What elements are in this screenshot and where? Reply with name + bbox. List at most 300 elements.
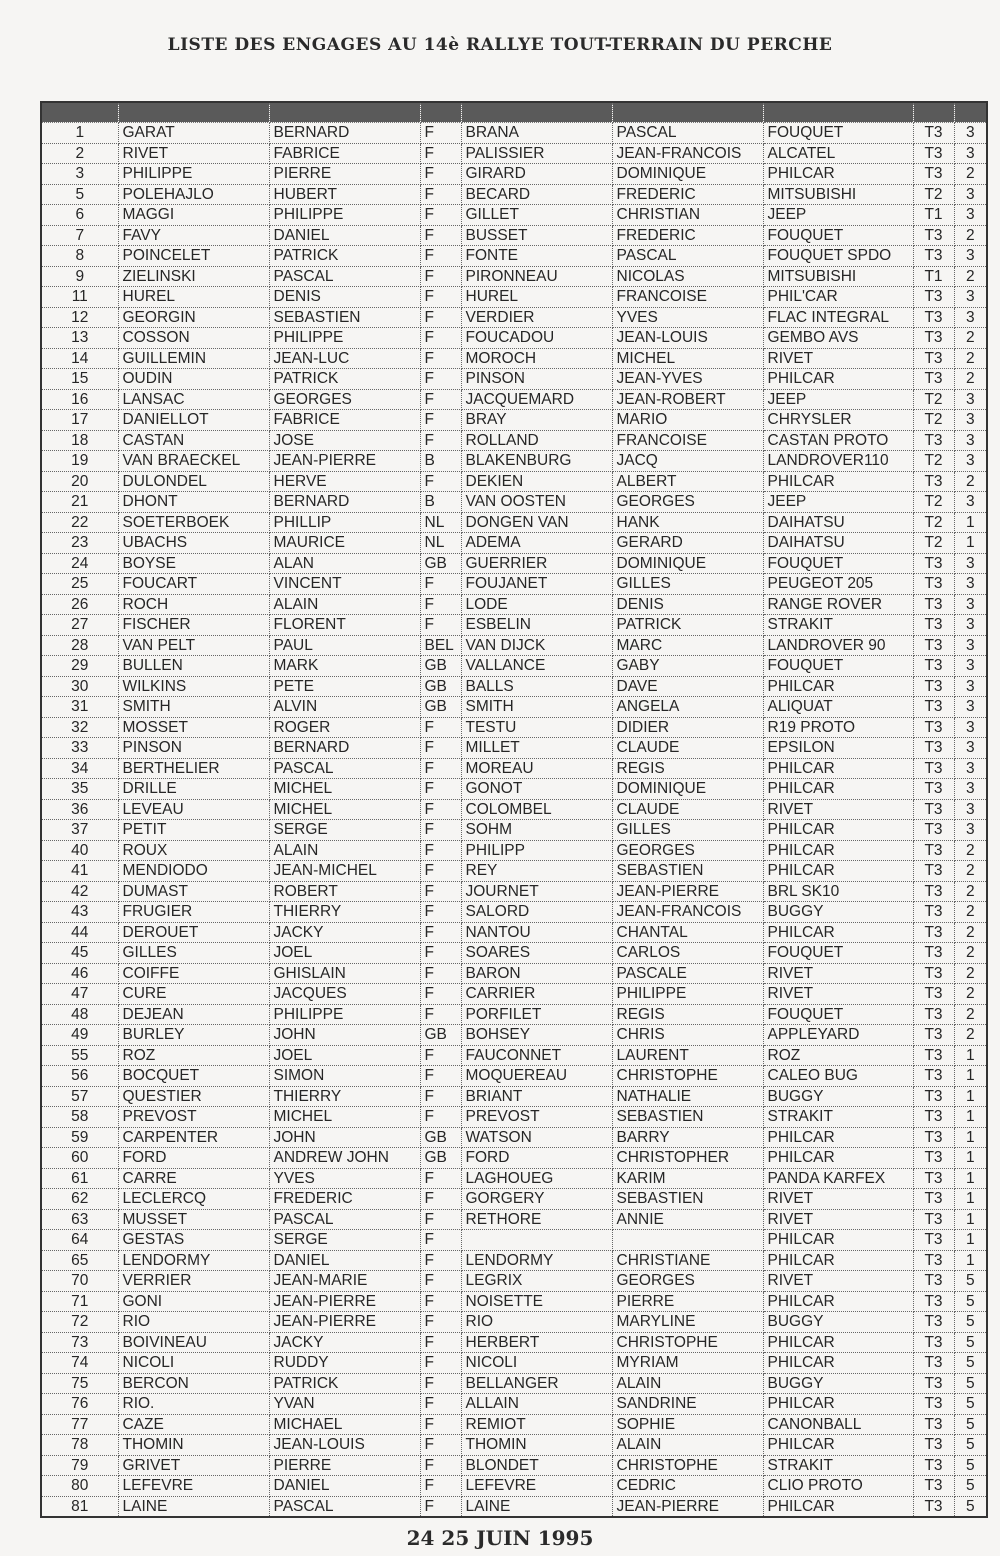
entry-number-cell: 18 xyxy=(41,430,118,451)
codriver-first-name-cell: CHRISTOPHE xyxy=(612,1332,763,1353)
class-cell: T3 xyxy=(913,758,954,779)
driver-first-name-cell: PATRICK xyxy=(269,369,420,390)
codriver-last-name-cell: BLONDET xyxy=(461,1455,612,1476)
driver-last-name-cell: GUILLEMIN xyxy=(118,348,269,369)
vehicle-cell: PHILCAR xyxy=(763,676,913,697)
vehicle-cell: PHILCAR xyxy=(763,1332,913,1353)
entry-number-cell: 58 xyxy=(41,1107,118,1128)
class-cell: T3 xyxy=(913,799,954,820)
vehicle-cell: RIVET xyxy=(763,799,913,820)
group-cell: 2 xyxy=(954,840,987,861)
group-cell: 5 xyxy=(954,1312,987,1333)
driver-last-name-cell: BERCON xyxy=(118,1373,269,1394)
table-row xyxy=(41,1394,987,1415)
vehicle-cell: FOUQUET xyxy=(763,553,913,574)
table-row xyxy=(41,451,987,472)
entry-number-cell: 64 xyxy=(41,1230,118,1251)
group-cell: 5 xyxy=(954,1496,987,1517)
table-row xyxy=(41,430,987,451)
class-cell: T3 xyxy=(913,656,954,677)
driver-first-name-cell: YVAN xyxy=(269,1394,420,1415)
driver-last-name-cell: GILLES xyxy=(118,943,269,964)
nationality-cell: GB xyxy=(420,553,461,574)
driver-last-name-cell: MAGGI xyxy=(118,205,269,226)
driver-last-name-cell: ZIELINSKI xyxy=(118,266,269,287)
nationality-cell: F xyxy=(420,1353,461,1374)
class-cell: T3 xyxy=(913,1189,954,1210)
group-cell: 3 xyxy=(954,799,987,820)
nationality-cell: F xyxy=(420,328,461,349)
driver-first-name-cell: JOHN xyxy=(269,1127,420,1148)
codriver-last-name-cell: LODE xyxy=(461,594,612,615)
driver-last-name-cell: NICOLI xyxy=(118,1353,269,1374)
entry-number-cell: 42 xyxy=(41,881,118,902)
class-cell: T3 xyxy=(913,840,954,861)
group-cell: 3 xyxy=(954,287,987,308)
codriver-last-name-cell: PORFILET xyxy=(461,1004,612,1025)
nationality-cell: F xyxy=(420,902,461,923)
group-cell: 2 xyxy=(954,984,987,1005)
vehicle-cell: FOUQUET SPDO xyxy=(763,246,913,267)
codriver-last-name-cell: RETHORE xyxy=(461,1209,612,1230)
entry-number-cell: 65 xyxy=(41,1250,118,1271)
driver-last-name-cell: BERTHELIER xyxy=(118,758,269,779)
class-cell: T3 xyxy=(913,779,954,800)
entry-number-cell: 43 xyxy=(41,902,118,923)
vehicle-cell: BUGGY xyxy=(763,902,913,923)
codriver-first-name-cell: DIDIER xyxy=(612,717,763,738)
entry-number-cell: 75 xyxy=(41,1373,118,1394)
driver-first-name-cell: SEBASTIEN xyxy=(269,307,420,328)
nationality-cell: F xyxy=(420,574,461,595)
vehicle-cell: PHILCAR xyxy=(763,1127,913,1148)
group-cell: 3 xyxy=(954,307,987,328)
nationality-cell: F xyxy=(420,1476,461,1497)
entry-number-cell: 41 xyxy=(41,861,118,882)
class-cell: T3 xyxy=(913,922,954,943)
table-row xyxy=(41,1189,987,1210)
table-row xyxy=(41,1004,987,1025)
nationality-cell: F xyxy=(420,758,461,779)
vehicle-cell: RANGE ROVER xyxy=(763,594,913,615)
codriver-first-name-cell: PHILIPPE xyxy=(612,984,763,1005)
group-cell: 2 xyxy=(954,1025,987,1046)
codriver-last-name-cell: HERBERT xyxy=(461,1332,612,1353)
driver-first-name-cell: JOEL xyxy=(269,1045,420,1066)
driver-first-name-cell: DANIEL xyxy=(269,225,420,246)
driver-last-name-cell: CAZE xyxy=(118,1414,269,1435)
entry-number-cell: 30 xyxy=(41,676,118,697)
nationality-cell: F xyxy=(420,738,461,759)
codriver-last-name-cell: PINSON xyxy=(461,369,612,390)
class-cell: T3 xyxy=(913,717,954,738)
nationality-cell: F xyxy=(420,820,461,841)
class-cell: T3 xyxy=(913,1025,954,1046)
event-date: 24 25 JUIN 1995 xyxy=(406,1526,594,1550)
driver-last-name-cell: FISCHER xyxy=(118,615,269,636)
entry-number-cell: 57 xyxy=(41,1086,118,1107)
class-cell: T3 xyxy=(913,164,954,185)
codriver-first-name-cell: ALAIN xyxy=(612,1435,763,1456)
codriver-first-name-cell: ANGELA xyxy=(612,697,763,718)
driver-first-name-cell: ALAN xyxy=(269,553,420,574)
class-cell: T3 xyxy=(913,287,954,308)
driver-last-name-cell: LEVEAU xyxy=(118,799,269,820)
codriver-first-name-cell: KARIM xyxy=(612,1168,763,1189)
nationality-cell: F xyxy=(420,1455,461,1476)
vehicle-cell: PHILCAR xyxy=(763,758,913,779)
entry-number-cell: 79 xyxy=(41,1455,118,1476)
entry-number-cell: 56 xyxy=(41,1066,118,1087)
codriver-last-name-cell: PIRONNEAU xyxy=(461,266,612,287)
driver-last-name-cell: POINCELET xyxy=(118,246,269,267)
nationality-cell: F xyxy=(420,1312,461,1333)
class-cell: T3 xyxy=(913,676,954,697)
driver-last-name-cell: LAINE xyxy=(118,1496,269,1517)
driver-last-name-cell: DRILLE xyxy=(118,779,269,800)
vehicle-cell: JEEP xyxy=(763,389,913,410)
codriver-last-name-cell: LEFEVRE xyxy=(461,1476,612,1497)
codriver-last-name-cell: NICOLI xyxy=(461,1353,612,1374)
group-cell: 2 xyxy=(954,963,987,984)
entry-number-cell: 59 xyxy=(41,1127,118,1148)
driver-last-name-cell: FORD xyxy=(118,1148,269,1169)
codriver-last-name-cell: NANTOU xyxy=(461,922,612,943)
driver-first-name-cell: JOHN xyxy=(269,1025,420,1046)
entry-number-cell: 32 xyxy=(41,717,118,738)
codriver-first-name-cell: PASCAL xyxy=(612,246,763,267)
codriver-first-name-cell: JEAN-YVES xyxy=(612,369,763,390)
vehicle-cell: PHILCAR xyxy=(763,820,913,841)
driver-first-name-cell: FABRICE xyxy=(269,410,420,431)
table-row xyxy=(41,676,987,697)
driver-first-name-cell: BERNARD xyxy=(269,738,420,759)
nationality-cell: F xyxy=(420,184,461,205)
driver-last-name-cell: COIFFE xyxy=(118,963,269,984)
table-row xyxy=(41,307,987,328)
class-cell: T2 xyxy=(913,389,954,410)
codriver-first-name-cell: GEORGES xyxy=(612,840,763,861)
vehicle-cell: STRAKIT xyxy=(763,1107,913,1128)
driver-last-name-cell: FRUGIER xyxy=(118,902,269,923)
table-row xyxy=(41,1312,987,1333)
driver-first-name-cell: GEORGES xyxy=(269,389,420,410)
nationality-cell: NL xyxy=(420,512,461,533)
codriver-last-name-cell: FORD xyxy=(461,1148,612,1169)
table-row xyxy=(41,902,987,923)
driver-first-name-cell: FREDERIC xyxy=(269,1189,420,1210)
class-cell: T2 xyxy=(913,184,954,205)
entry-number-cell: 34 xyxy=(41,758,118,779)
entry-number-cell: 13 xyxy=(41,328,118,349)
class-cell: T3 xyxy=(913,1168,954,1189)
nationality-cell: F xyxy=(420,881,461,902)
table-row xyxy=(41,1148,987,1169)
driver-first-name-cell: JACKY xyxy=(269,922,420,943)
table-row xyxy=(41,1107,987,1128)
table-row xyxy=(41,943,987,964)
vehicle-cell: CALEO BUG xyxy=(763,1066,913,1087)
group-cell: 3 xyxy=(954,492,987,513)
vehicle-cell: PHILCAR xyxy=(763,1435,913,1456)
codriver-first-name-cell: PIERRE xyxy=(612,1291,763,1312)
table-row xyxy=(41,758,987,779)
driver-first-name-cell: PHILLIP xyxy=(269,512,420,533)
driver-first-name-cell: JACKY xyxy=(269,1332,420,1353)
class-cell: T3 xyxy=(913,1455,954,1476)
codriver-first-name-cell: PASCAL xyxy=(612,123,763,144)
nationality-cell: F xyxy=(420,430,461,451)
entry-number-cell: 7 xyxy=(41,225,118,246)
entry-number-cell: 28 xyxy=(41,635,118,656)
driver-last-name-cell: DULONDEL xyxy=(118,471,269,492)
codriver-last-name-cell: VERDIER xyxy=(461,307,612,328)
codriver-first-name-cell: JEAN-FRANCOIS xyxy=(612,143,763,164)
codriver-first-name-cell xyxy=(612,1230,763,1251)
nationality-cell: F xyxy=(420,389,461,410)
vehicle-cell: PHILCAR xyxy=(763,471,913,492)
codriver-first-name-cell: JACQ xyxy=(612,451,763,472)
class-cell: T3 xyxy=(913,1209,954,1230)
entry-number-cell: 61 xyxy=(41,1168,118,1189)
codriver-first-name-cell: CLAUDE xyxy=(612,799,763,820)
class-cell: T3 xyxy=(913,1107,954,1128)
codriver-last-name-cell: SOARES xyxy=(461,943,612,964)
codriver-last-name-cell: FOUJANET xyxy=(461,574,612,595)
codriver-first-name-cell: HANK xyxy=(612,512,763,533)
class-cell: T3 xyxy=(913,430,954,451)
nationality-cell: F xyxy=(420,369,461,390)
driver-first-name-cell: VINCENT xyxy=(269,574,420,595)
entry-number-cell: 71 xyxy=(41,1291,118,1312)
table-row xyxy=(41,840,987,861)
header-cell xyxy=(269,102,420,123)
driver-last-name-cell: MENDIODO xyxy=(118,861,269,882)
entry-number-cell: 22 xyxy=(41,512,118,533)
codriver-last-name-cell: COLOMBEL xyxy=(461,799,612,820)
class-cell: T2 xyxy=(913,451,954,472)
driver-first-name-cell: MICHEL xyxy=(269,799,420,820)
driver-last-name-cell: ROUX xyxy=(118,840,269,861)
entry-number-cell: 31 xyxy=(41,697,118,718)
codriver-first-name-cell: PASCALE xyxy=(612,963,763,984)
codriver-first-name-cell: DAVE xyxy=(612,676,763,697)
vehicle-cell: PHILCAR xyxy=(763,1148,913,1169)
class-cell: T3 xyxy=(913,1496,954,1517)
class-cell: T2 xyxy=(913,410,954,431)
entry-number-cell: 60 xyxy=(41,1148,118,1169)
codriver-last-name-cell: GORGERY xyxy=(461,1189,612,1210)
nationality-cell: F xyxy=(420,1394,461,1415)
table-row xyxy=(41,143,987,164)
codriver-first-name-cell: FREDERIC xyxy=(612,225,763,246)
entry-number-cell: 3 xyxy=(41,164,118,185)
group-cell: 5 xyxy=(954,1332,987,1353)
nationality-cell: NL xyxy=(420,533,461,554)
driver-first-name-cell: JOEL xyxy=(269,943,420,964)
group-cell: 3 xyxy=(954,553,987,574)
entry-number-cell: 35 xyxy=(41,779,118,800)
driver-first-name-cell: JEAN-MICHEL xyxy=(269,861,420,882)
driver-last-name-cell: VERRIER xyxy=(118,1271,269,1292)
group-cell: 1 xyxy=(954,1148,987,1169)
codriver-last-name-cell: HUREL xyxy=(461,287,612,308)
vehicle-cell: RIVET xyxy=(763,963,913,984)
entry-number-cell: 25 xyxy=(41,574,118,595)
codriver-first-name-cell: MICHEL xyxy=(612,348,763,369)
table-row xyxy=(41,1271,987,1292)
header-cell xyxy=(913,102,954,123)
codriver-first-name-cell: NICOLAS xyxy=(612,266,763,287)
nationality-cell: F xyxy=(420,307,461,328)
codriver-first-name-cell: CLAUDE xyxy=(612,738,763,759)
vehicle-cell: CHRYSLER xyxy=(763,410,913,431)
nationality-cell: F xyxy=(420,799,461,820)
table-row xyxy=(41,471,987,492)
vehicle-cell: MITSUBISHI xyxy=(763,266,913,287)
class-cell: T3 xyxy=(913,1045,954,1066)
driver-first-name-cell: RUDDY xyxy=(269,1353,420,1374)
header-cell xyxy=(954,102,987,123)
table-row xyxy=(41,1353,987,1374)
entry-number-cell: 62 xyxy=(41,1189,118,1210)
driver-first-name-cell: MAURICE xyxy=(269,533,420,554)
driver-first-name-cell: JEAN-PIERRE xyxy=(269,1312,420,1333)
driver-last-name-cell: CARRE xyxy=(118,1168,269,1189)
codriver-last-name-cell: DONGEN VAN xyxy=(461,512,612,533)
codriver-last-name-cell: BRANA xyxy=(461,123,612,144)
class-cell: T3 xyxy=(913,697,954,718)
group-cell: 5 xyxy=(954,1353,987,1374)
entry-number-cell: 26 xyxy=(41,594,118,615)
codriver-first-name-cell: DOMINIQUE xyxy=(612,164,763,185)
entry-number-cell: 17 xyxy=(41,410,118,431)
codriver-last-name-cell: VAN DIJCK xyxy=(461,635,612,656)
nationality-cell: F xyxy=(420,1209,461,1230)
codriver-first-name-cell: FREDERIC xyxy=(612,184,763,205)
table-row xyxy=(41,1476,987,1497)
table-body xyxy=(41,123,987,1518)
group-cell: 2 xyxy=(954,861,987,882)
entry-number-cell: 47 xyxy=(41,984,118,1005)
driver-first-name-cell: ROBERT xyxy=(269,881,420,902)
codriver-first-name-cell: JEAN-FRANCOIS xyxy=(612,902,763,923)
driver-first-name-cell: PIERRE xyxy=(269,1455,420,1476)
entries-table xyxy=(40,101,988,1518)
nationality-cell: F xyxy=(420,1250,461,1271)
group-cell: 1 xyxy=(954,533,987,554)
table-row xyxy=(41,717,987,738)
codriver-first-name-cell: ALBERT xyxy=(612,471,763,492)
driver-last-name-cell: HUREL xyxy=(118,287,269,308)
header-cell xyxy=(461,102,612,123)
class-cell: T3 xyxy=(913,1476,954,1497)
driver-first-name-cell: PAUL xyxy=(269,635,420,656)
driver-last-name-cell: PINSON xyxy=(118,738,269,759)
codriver-first-name-cell: GABY xyxy=(612,656,763,677)
group-cell: 1 xyxy=(954,1066,987,1087)
entry-number-cell: 49 xyxy=(41,1025,118,1046)
codriver-first-name-cell: DENIS xyxy=(612,594,763,615)
driver-first-name-cell: PIERRE xyxy=(269,164,420,185)
driver-last-name-cell: ROZ xyxy=(118,1045,269,1066)
codriver-first-name-cell: LAURENT xyxy=(612,1045,763,1066)
vehicle-cell: PHILCAR xyxy=(763,922,913,943)
vehicle-cell: ROZ xyxy=(763,1045,913,1066)
entry-number-cell: 55 xyxy=(41,1045,118,1066)
codriver-first-name-cell: SEBASTIEN xyxy=(612,861,763,882)
codriver-first-name-cell: JEAN-LOUIS xyxy=(612,328,763,349)
table-row xyxy=(41,266,987,287)
codriver-last-name-cell: BOHSEY xyxy=(461,1025,612,1046)
codriver-first-name-cell: CHRISTOPHE xyxy=(612,1455,763,1476)
group-cell: 2 xyxy=(954,348,987,369)
class-cell: T2 xyxy=(913,512,954,533)
driver-last-name-cell: RIO xyxy=(118,1312,269,1333)
class-cell: T3 xyxy=(913,143,954,164)
group-cell: 3 xyxy=(954,143,987,164)
codriver-first-name-cell: CHRIS xyxy=(612,1025,763,1046)
vehicle-cell: CANONBALL xyxy=(763,1414,913,1435)
nationality-cell: F xyxy=(420,1066,461,1087)
class-cell: T3 xyxy=(913,594,954,615)
codriver-first-name-cell: PATRICK xyxy=(612,615,763,636)
group-cell: 1 xyxy=(954,1045,987,1066)
driver-last-name-cell: SMITH xyxy=(118,697,269,718)
vehicle-cell: BRL SK10 xyxy=(763,881,913,902)
nationality-cell: F xyxy=(420,143,461,164)
group-cell: 3 xyxy=(954,758,987,779)
vehicle-cell: LANDROVER 90 xyxy=(763,635,913,656)
codriver-last-name-cell: BECARD xyxy=(461,184,612,205)
entry-number-cell: 48 xyxy=(41,1004,118,1025)
class-cell: T3 xyxy=(913,1332,954,1353)
codriver-first-name-cell: REGIS xyxy=(612,758,763,779)
nationality-cell: F xyxy=(420,246,461,267)
codriver-first-name-cell: MARYLINE xyxy=(612,1312,763,1333)
table-row xyxy=(41,389,987,410)
group-cell: 3 xyxy=(954,697,987,718)
nationality-cell: F xyxy=(420,943,461,964)
nationality-cell: F xyxy=(420,840,461,861)
driver-last-name-cell: MUSSET xyxy=(118,1209,269,1230)
group-cell: 2 xyxy=(954,902,987,923)
group-cell: 2 xyxy=(954,922,987,943)
codriver-last-name-cell: ROLLAND xyxy=(461,430,612,451)
nationality-cell: F xyxy=(420,1107,461,1128)
vehicle-cell: PHILCAR xyxy=(763,861,913,882)
class-cell: T3 xyxy=(913,1230,954,1251)
vehicle-cell: BUGGY xyxy=(763,1312,913,1333)
codriver-last-name-cell: SMITH xyxy=(461,697,612,718)
codriver-first-name-cell: MARC xyxy=(612,635,763,656)
driver-first-name-cell: THIERRY xyxy=(269,1086,420,1107)
entry-number-cell: 73 xyxy=(41,1332,118,1353)
vehicle-cell: BUGGY xyxy=(763,1373,913,1394)
vehicle-cell: FOUQUET xyxy=(763,1004,913,1025)
vehicle-cell: LANDROVER110 xyxy=(763,451,913,472)
group-cell: 3 xyxy=(954,738,987,759)
vehicle-cell: FLAC INTEGRAL xyxy=(763,307,913,328)
driver-last-name-cell: DANIELLOT xyxy=(118,410,269,431)
group-cell: 2 xyxy=(954,225,987,246)
table-row xyxy=(41,1455,987,1476)
table-row xyxy=(41,369,987,390)
codriver-first-name-cell: FRANCOISE xyxy=(612,287,763,308)
class-cell: T3 xyxy=(913,738,954,759)
class-cell: T3 xyxy=(913,943,954,964)
group-cell: 5 xyxy=(954,1435,987,1456)
